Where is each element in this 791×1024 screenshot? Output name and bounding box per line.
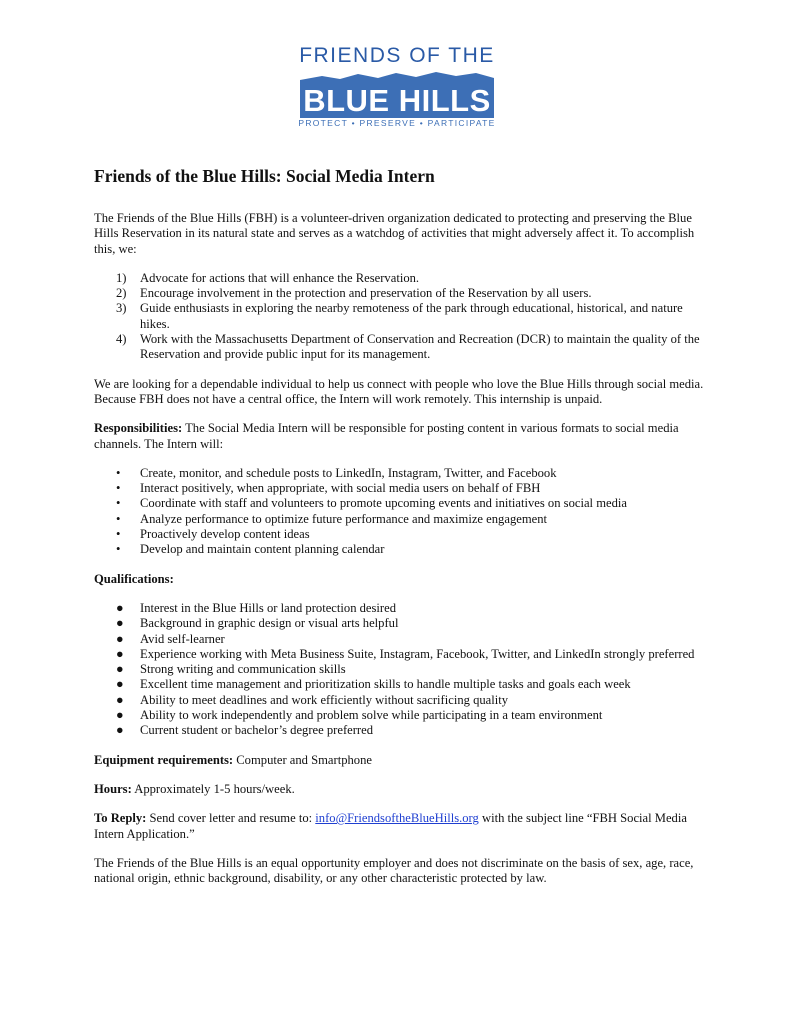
list-item: 2) Encourage involvement in the protection and preservation of the Reservation by all users. bbox=[116, 286, 592, 301]
list-item: • Develop and maintain content planning calendar bbox=[116, 542, 385, 557]
friends-of-blue-hills-logo bbox=[296, 40, 498, 132]
qualifications-list bbox=[94, 601, 704, 739]
list-item: • Analyze performance to optimize future performance and maximize engagement bbox=[116, 511, 548, 526]
list-item: ● Ability to work independently and problem solve while participating in a team environment bbox=[116, 708, 603, 723]
equipment-paragraph: Equipment requirements: Computer and Smartphone bbox=[94, 752, 372, 767]
list-item: 3) Guide enthusiasts in exploring the nearby remoteness of the park through educational, historical, and nature hikes. bbox=[116, 301, 683, 331]
list-item: 1) Advocate for actions that will enhance the Reservation. bbox=[116, 270, 420, 285]
list-item: • Proactively develop content ideas bbox=[116, 527, 310, 542]
list-item: ● Background in graphic design or visual arts helpful bbox=[116, 616, 399, 631]
looking-paragraph: We are looking for a dependable individual to help us connect with people who love the Blue Hills through social media. Because FBH does not have a central office, the Intern will work remotely. This internship is unpaid. bbox=[94, 376, 704, 406]
intro-paragraph: The Friends of the Blue Hills (FBH) is a volunteer-driven organization dedicated to protecting and preserving the Blue Hills Reservation in its natural state and serves as a watchdog of activities that might adversely affect it. To accomplish this, we: bbox=[94, 211, 695, 256]
page-title: Friends of the Blue Hills: Social Media Intern bbox=[94, 166, 435, 186]
list-item: ● Current student or bachelor’s degree preferred bbox=[116, 723, 373, 738]
reply-paragraph: To Reply: Send cover letter and resume to: info@FriendsoftheBlueHills.org with the subject line “FBH Social Media Intern Application.” bbox=[94, 811, 687, 841]
logo-top-text: FRIENDS OF THE bbox=[299, 44, 495, 67]
list-item: ● Strong writing and communication skills bbox=[116, 662, 346, 677]
eeo-paragraph: The Friends of the Blue Hills is an equal opportunity employer and does not discriminate on the basis of sex, age, race, national origin, ethnic background, disability, or any other characteristic protected by law. bbox=[94, 855, 694, 886]
list-item: ● Avid self-learner bbox=[116, 631, 225, 646]
goals-list bbox=[94, 271, 704, 363]
list-item: • Create, monitor, and schedule posts to LinkedIn, Instagram, Twitter, and Facebook bbox=[116, 465, 557, 480]
email-link[interactable]: info@FriendsoftheBlueHills.org bbox=[315, 811, 479, 826]
responsibilities-paragraph: Responsibilities: The Social Media Intern will be responsible for posting content in various formats to social media channels. The Intern will: bbox=[94, 421, 679, 451]
list-item: 4) Work with the Massachusetts Department of Conservation and Recreation (DCR) to maintain the quality of the Reservation and provide public input for its management. bbox=[116, 332, 700, 362]
list-item: • Interact positively, when appropriate, with social media users on behalf of FBH bbox=[116, 481, 541, 496]
logo-tagline: PROTECT • PRESERVE • PARTICIPATE bbox=[298, 118, 496, 128]
logo-main-text: BLUE HILLS bbox=[303, 83, 491, 118]
list-item: • Coordinate with staff and volunteers to promote upcoming events and initiatives on social media bbox=[116, 496, 627, 511]
list-item: ● Ability to meet deadlines and work efficiently without sacrificing quality bbox=[116, 692, 509, 707]
list-item: ● Interest in the Blue Hills or land protection desired bbox=[116, 600, 397, 615]
responsibilities-label: Responsibilities: bbox=[94, 421, 183, 436]
hours-paragraph: Hours: Approximately 1-5 hours/week. bbox=[94, 781, 295, 796]
list-item: ● Experience working with Meta Business Suite, Instagram, Facebook, Twitter, and LinkedIn strongly preferred bbox=[116, 646, 695, 661]
document-body bbox=[94, 166, 704, 886]
list-item: ● Excellent time management and prioritization skills to handle multiple tasks and goals each week bbox=[116, 677, 631, 692]
responsibilities-list bbox=[94, 466, 704, 558]
qualifications-heading: Qualifications: bbox=[94, 571, 174, 586]
